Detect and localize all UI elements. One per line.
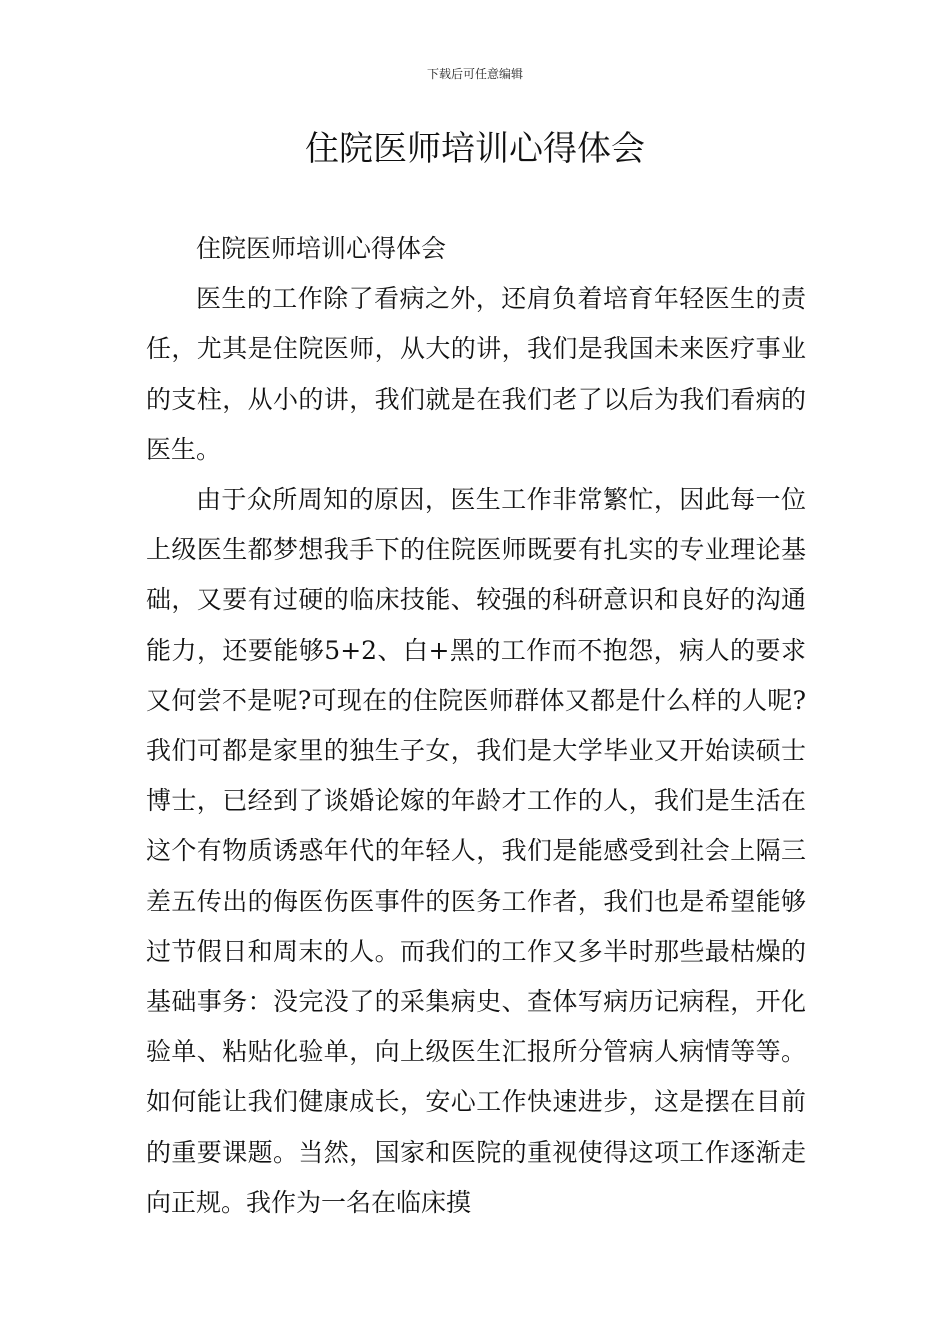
document-body [146,224,806,1228]
document-title: 住院医师培训心得体会 [305,129,645,169]
paragraph-2: 由于众所周知的原因，医生工作非常繁忙，因此每一位上级医生都梦想我手下的住院医师既要有扎实的专业理论基础，又要有过硬的临床技能、较强的科研意识和良好的沟通能力，还要能够5+2、白+黑的工作而不抱怨，病人的要求又何尝不是呢?可现在的住院医师群体又都是什么样的人呢?我们可都是家里的独生子女，我们是大学毕业又开始读硕士博士，已经到了谈婚论嫁的年龄才工作的人，我们是生活在这个有物质诱惑年代的年轻人，我们是能感受到社会上隔三差五传出的侮医伤医事件的医务工作者，我们也是希望能够过节假日和周末的人。而我们的工作又多半时那些最枯燥的基础事务：没完没了的采集病史、查体写病历记病程，开化验单、粘贴化验单，向上级医生汇报所分管病人病情等等。如何能让我们健康成长，安心工作快速进步，这是摆在目前的重要课题。当然，国家和医院的重视使得这项工作逐渐走向正规。我作为一名在临床摸 [146,485,806,1217]
header-note: 下载后可任意编辑 [426,67,523,81]
paragraph-1: 医生的工作除了看病之外，还肩负着培育年轻医生的责任，尤其是住院医师，从大的讲，我们是我国未来医疗事业的支柱，从小的讲，我们就是在我们老了以后为我们看病的医生。 [146,284,806,464]
paragraph-subtitle: 住院医师培训心得体会 [196,234,447,263]
